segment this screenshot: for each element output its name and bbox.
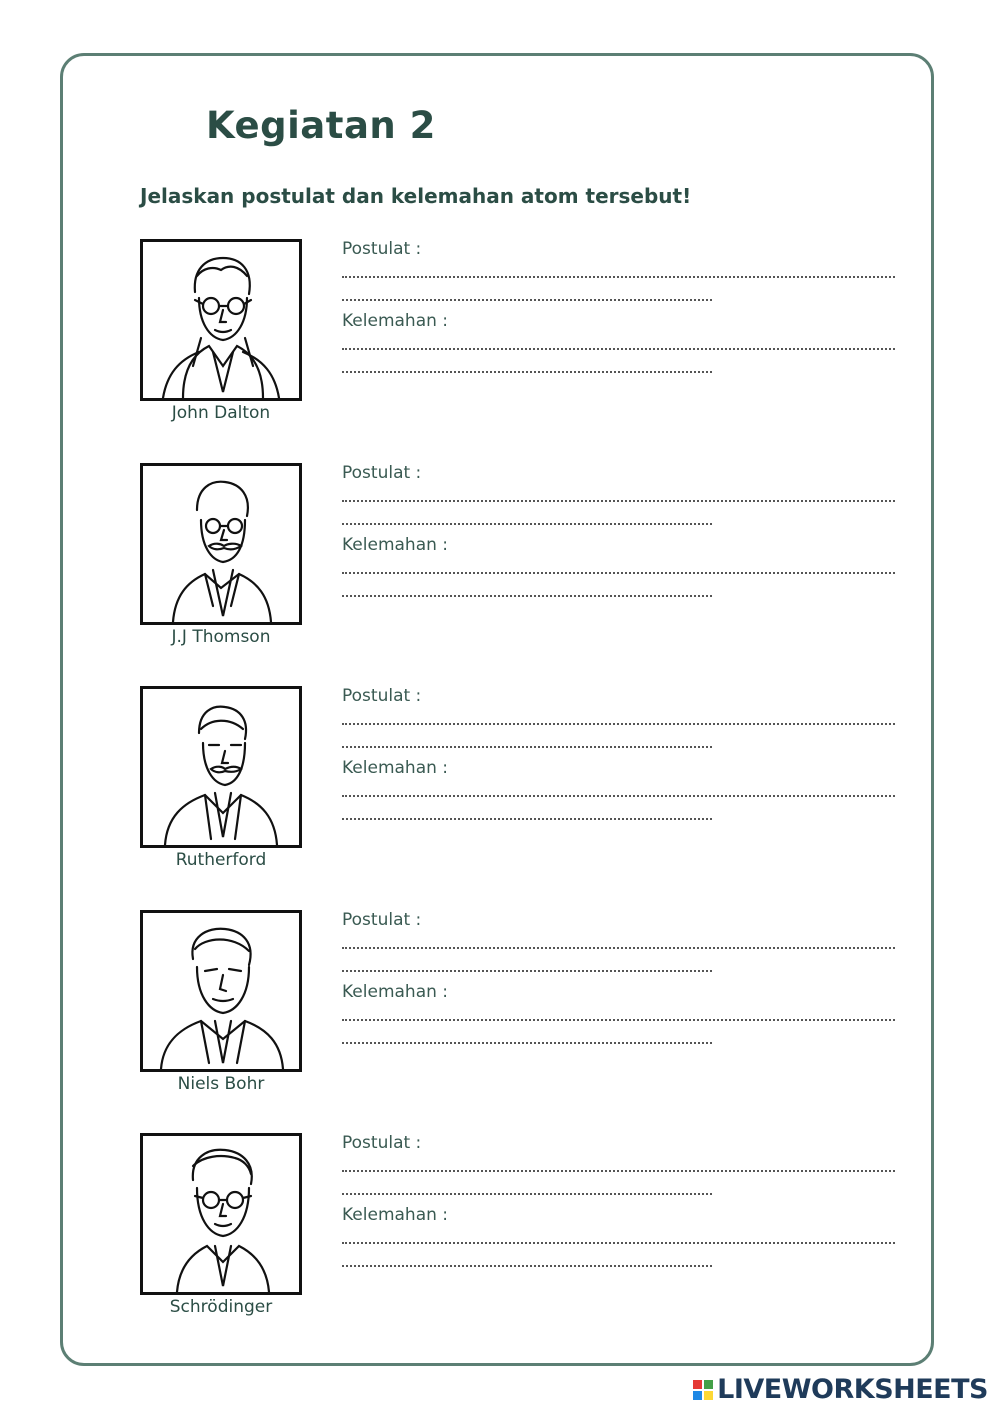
scientist-entry <box>140 463 900 663</box>
scientist-name: Niels Bohr <box>177 1074 265 1094</box>
kelemahan-label: Kelemahan : <box>342 1205 449 1225</box>
page-title: Kegiatan 2 <box>206 104 436 147</box>
kelemahan-answer-line[interactable] <box>342 1019 895 1021</box>
portrait-jj-thomson <box>140 463 302 625</box>
kelemahan-answer-line[interactable] <box>342 818 712 820</box>
postulat-answer-line[interactable] <box>342 523 712 525</box>
liveworksheets-icon <box>693 1380 713 1400</box>
postulat-answer-line[interactable] <box>342 746 712 748</box>
postulat-label: Postulat : <box>342 239 422 259</box>
postulat-answer-line[interactable] <box>342 1193 712 1195</box>
liveworksheets-logo <box>693 1374 988 1405</box>
scientist-name: John Dalton <box>171 403 271 423</box>
postulat-label: Postulat : <box>342 463 422 483</box>
kelemahan-answer-line[interactable] <box>342 1042 712 1044</box>
scientist-name: Rutherford <box>175 850 267 870</box>
postulat-answer-line[interactable] <box>342 723 895 725</box>
portrait-john-dalton <box>140 239 302 401</box>
kelemahan-answer-line[interactable] <box>342 1242 895 1244</box>
postulat-label: Postulat : <box>342 910 422 930</box>
portrait-rutherford <box>140 686 302 848</box>
postulat-answer-line[interactable] <box>342 947 895 949</box>
kelemahan-answer-line[interactable] <box>342 572 895 574</box>
portrait-niels-bohr <box>140 910 302 1072</box>
scientist-entry <box>140 910 900 1110</box>
postulat-answer-line[interactable] <box>342 299 712 301</box>
kelemahan-answer-line[interactable] <box>342 371 712 373</box>
scientist-entry <box>140 686 900 886</box>
kelemahan-label: Kelemahan : <box>342 758 449 778</box>
postulat-answer-line[interactable] <box>342 500 895 502</box>
postulat-answer-line[interactable] <box>342 970 712 972</box>
kelemahan-label: Kelemahan : <box>342 982 449 1002</box>
logo-text: LIVEWORKSHEETS <box>717 1374 988 1405</box>
scientist-entry <box>140 239 900 439</box>
portrait-schrodinger <box>140 1133 302 1295</box>
kelemahan-answer-line[interactable] <box>342 348 895 350</box>
postulat-label: Postulat : <box>342 1133 422 1153</box>
kelemahan-label: Kelemahan : <box>342 535 449 555</box>
kelemahan-answer-line[interactable] <box>342 795 895 797</box>
kelemahan-label: Kelemahan : <box>342 311 449 331</box>
postulat-label: Postulat : <box>342 686 422 706</box>
postulat-answer-line[interactable] <box>342 1170 895 1172</box>
kelemahan-answer-line[interactable] <box>342 595 712 597</box>
scientist-entry <box>140 1133 900 1333</box>
kelemahan-answer-line[interactable] <box>342 1265 712 1267</box>
postulat-answer-line[interactable] <box>342 276 895 278</box>
scientist-name: J.J Thomson <box>171 627 271 647</box>
scientist-name: Schrödinger <box>169 1297 273 1317</box>
instruction-text: Jelaskan postulat dan kelemahan atom tersebut! <box>140 184 692 208</box>
